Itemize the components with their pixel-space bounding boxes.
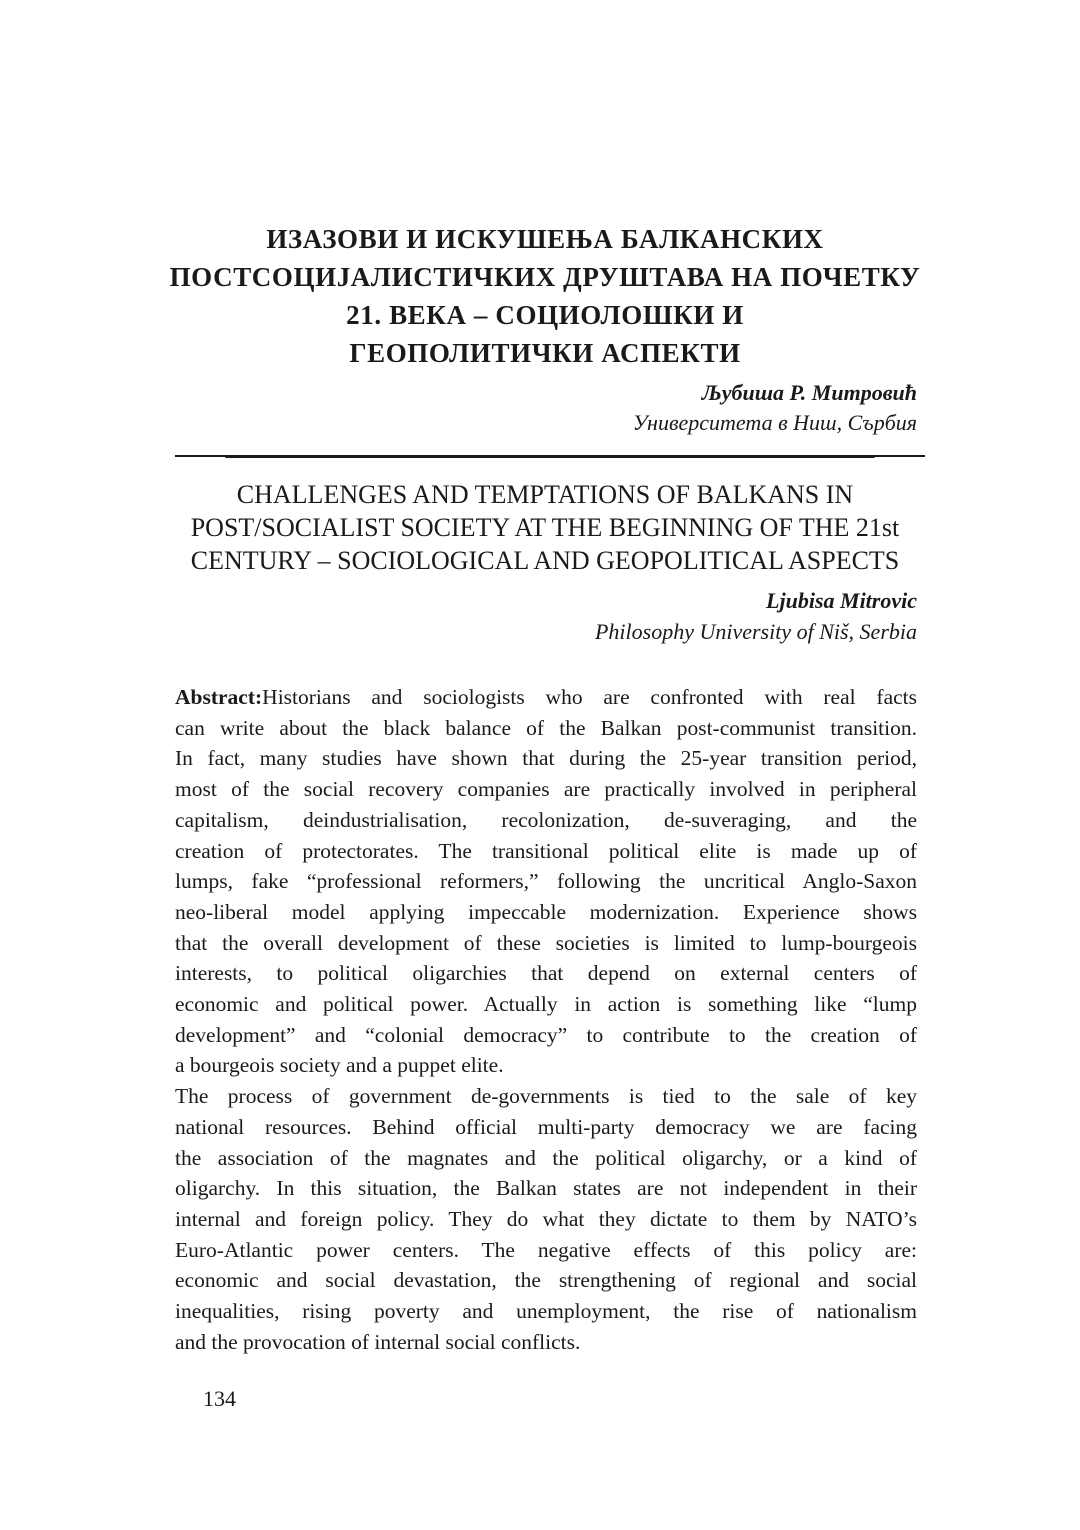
abstract-line: and the provocation of internal social conflicts. bbox=[175, 1329, 581, 1354]
abstract-line: capitalism, deindustrialisation, recolonization, de-suveraging, and the bbox=[175, 807, 917, 832]
abstract-line: lumps, fake “professional reformers,” following the uncritical Anglo-Saxon bbox=[175, 869, 917, 894]
abstract-line: the association of the magnates and the political oligarchy, or a kind of bbox=[175, 1145, 917, 1170]
serbian-title-line: ГЕОПОЛИТИЧКИ АСПЕКТИ bbox=[349, 338, 741, 368]
abstract-line: creation of protectorates. The transitional political elite is made up of bbox=[175, 838, 917, 863]
abstract-line-text: Historians and sociologists who are confronted with real facts bbox=[262, 685, 917, 709]
abstract-line: oligarchy. In this situation, the Balkan states are not independent in their bbox=[175, 1176, 917, 1201]
english-title-line: POST/SOCIALIST SOCIETY AT THE BEGINNING OF THE 21st bbox=[190, 513, 900, 542]
serbian-title-line: ИЗАЗОВИ И ИСКУШЕЊА БАЛКАНСКИХ bbox=[266, 224, 824, 254]
abstract-line: Euro-Atlantic power centers. The negative effects of this policy are: bbox=[175, 1237, 917, 1262]
abstract-line: a bourgeois society and a puppet elite. bbox=[175, 1053, 504, 1078]
serbian-title-line: 21. ВЕКА – СОЦИОЛОШКИ И bbox=[346, 300, 744, 330]
page-number: 134 bbox=[203, 1386, 236, 1411]
serbian-title-line: ПОСТСОЦИЈАЛИСТИЧКИХ ДРУШТАВА НА ПОЧЕТКУ bbox=[169, 262, 921, 292]
abstract-line: inequalities, rising poverty and unemployment, the rise of nationalism bbox=[175, 1299, 917, 1324]
abstract-line bbox=[175, 682, 917, 713]
abstract-line: The process of government de-governments is tied to the sale of key bbox=[175, 1084, 917, 1109]
serbian-affiliation: Университета в Ниш, Сърбия bbox=[632, 410, 917, 435]
abstract-label: Abstract: bbox=[175, 685, 263, 709]
abstract-line: interests, to political oligarchies that depend on external centers of bbox=[175, 961, 917, 986]
english-author: Ljubisa Mitrovic bbox=[766, 588, 917, 613]
abstract-line: economic and political power. Actually in action is something like “lump bbox=[175, 992, 917, 1017]
serbian-title bbox=[120, 220, 970, 372]
abstract-line: economic and social devastation, the strengthening of regional and social bbox=[175, 1268, 917, 1293]
abstract-line: most of the social recovery companies are practically involved in peripheral bbox=[175, 777, 917, 802]
abstract-line: can write about the black balance of the Balkan post-communist transition. bbox=[175, 715, 917, 740]
abstract-line: national resources. Behind official multi-party democracy we are facing bbox=[175, 1114, 917, 1139]
english-title-line: CHALLENGES AND TEMPTATIONS OF BALKANS IN bbox=[236, 480, 854, 509]
english-title bbox=[120, 478, 970, 577]
abstract-line: that the overall development of these societies is limited to lump-bourgeois bbox=[175, 930, 917, 955]
english-affiliation: Philosophy University of Niš, Serbia bbox=[594, 619, 917, 644]
abstract-line: neo-liberal model applying impeccable modernization. Experience shows bbox=[175, 899, 917, 924]
abstract bbox=[175, 682, 917, 1357]
abstract-line: In fact, many studies have shown that during the 25-year transition period, bbox=[175, 746, 917, 771]
serbian-author: Љубиша Р. Митровић bbox=[701, 380, 917, 405]
abstract-line: development” and “colonial democracy” to contribute to the creation of bbox=[175, 1022, 917, 1047]
english-title-line: CENTURY – SOCIOLOGICAL AND GEOPOLITICAL ASPECTS bbox=[190, 546, 900, 575]
title-divider bbox=[175, 455, 925, 457]
abstract-line: internal and foreign policy. They do what they dictate to them by NATO’s bbox=[175, 1206, 917, 1231]
